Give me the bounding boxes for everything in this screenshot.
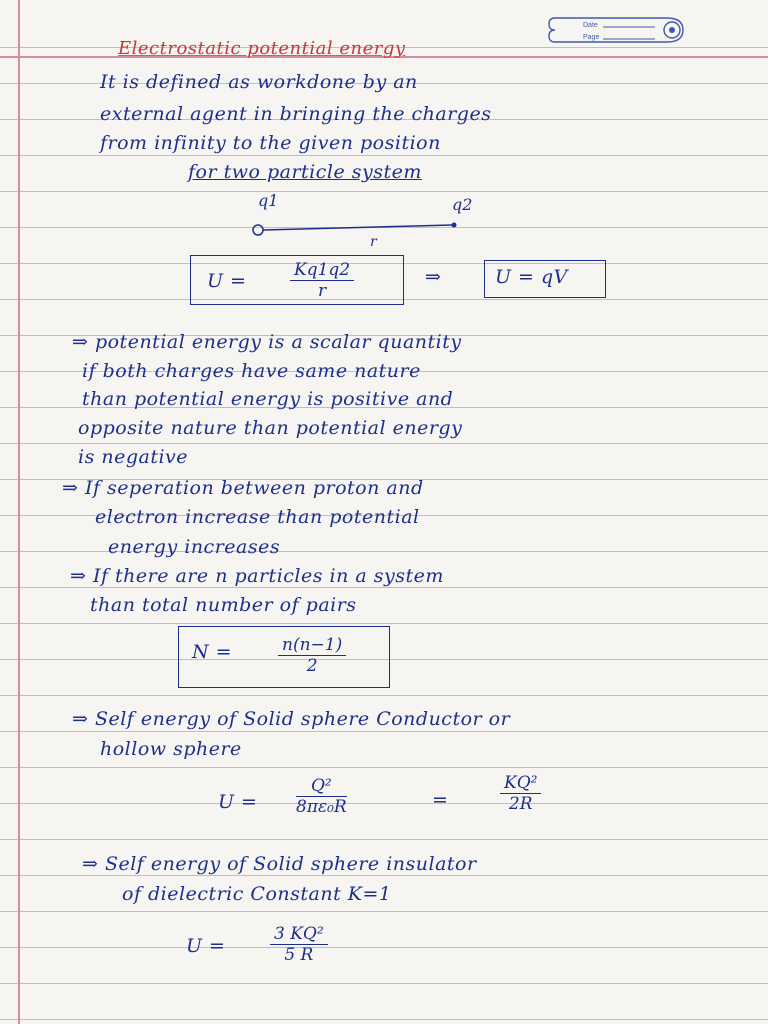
text-line-3: from infinity to the given position (100, 132, 441, 154)
text-line-15: ⇒ Self energy of Solid sphere Conductor or (72, 708, 511, 730)
implies-arrow: ⇒ (425, 266, 442, 288)
text-line-6: if both charges have same nature (82, 360, 421, 382)
eq2-fraction (278, 635, 346, 677)
page-title: Electrostatic potential energy (118, 38, 406, 59)
date-page-stamp (547, 14, 687, 46)
label-r: r (370, 234, 377, 248)
eq4-numerator: 3 KQ² (270, 924, 328, 945)
eq1-numerator: Kq1q2 (290, 260, 354, 281)
text-line-13: ⇒ If there are n particles in a system (70, 565, 444, 587)
two-charge-diagram (240, 188, 500, 248)
text-line-1: It is defined as workdone by an (100, 71, 418, 93)
text-line-10: ⇒ If seperation between proton and (62, 477, 424, 499)
eq3-numerator-1: Q² (296, 776, 347, 797)
label-q2: q2 (452, 195, 473, 214)
text-line-17: ⇒ Self energy of Solid sphere insulator (82, 853, 477, 875)
margin-line (18, 0, 20, 1024)
eq4-denominator: 5 R (284, 945, 314, 966)
text-line-9: is negative (78, 446, 189, 468)
eq2-numerator: n(n−1) (278, 635, 346, 656)
eq3-lhs: U = (218, 791, 258, 813)
eq3-equals: = (432, 789, 449, 811)
eq3-fraction-2 (500, 773, 541, 815)
eq3-numerator-2: KQ² (500, 773, 541, 794)
text-line-5: ⇒ potential energy is a scalar quantity (72, 331, 462, 353)
eq3-denominator-2: 2R (508, 794, 533, 815)
text-line-8: opposite nature than potential energy (78, 417, 463, 439)
text-line-14: than total number of pairs (90, 594, 357, 616)
eq4-fraction (270, 924, 328, 966)
text-line-12: energy increases (108, 536, 281, 558)
label-q1: q1 (258, 191, 279, 210)
stamp-date-label: Date (583, 22, 598, 29)
stamp-page-label: Page (583, 34, 600, 41)
eq2-denominator: 2 (306, 656, 318, 677)
eq1-denominator: r (317, 281, 327, 302)
text-line-4: for two particle system (188, 161, 422, 183)
eq4-lhs: U = (186, 935, 226, 957)
eq1-fraction (290, 260, 354, 302)
eq1-lhs: U = (207, 270, 247, 292)
eq3-denominator-1: 8πε₀R (296, 797, 347, 818)
eq2-lhs: N = (192, 641, 233, 663)
text-line-16: hollow sphere (100, 738, 242, 760)
text-line-2: external agent in bringing the charges (100, 103, 492, 125)
text-line-11: electron increase than potential (95, 506, 420, 528)
eq3-fraction-1 (296, 776, 347, 818)
eq1-rhs: U = qV (495, 266, 568, 288)
text-line-18: of dielectric Constant K=1 (122, 883, 392, 905)
text-line-7: than potential energy is positive and (82, 388, 454, 410)
